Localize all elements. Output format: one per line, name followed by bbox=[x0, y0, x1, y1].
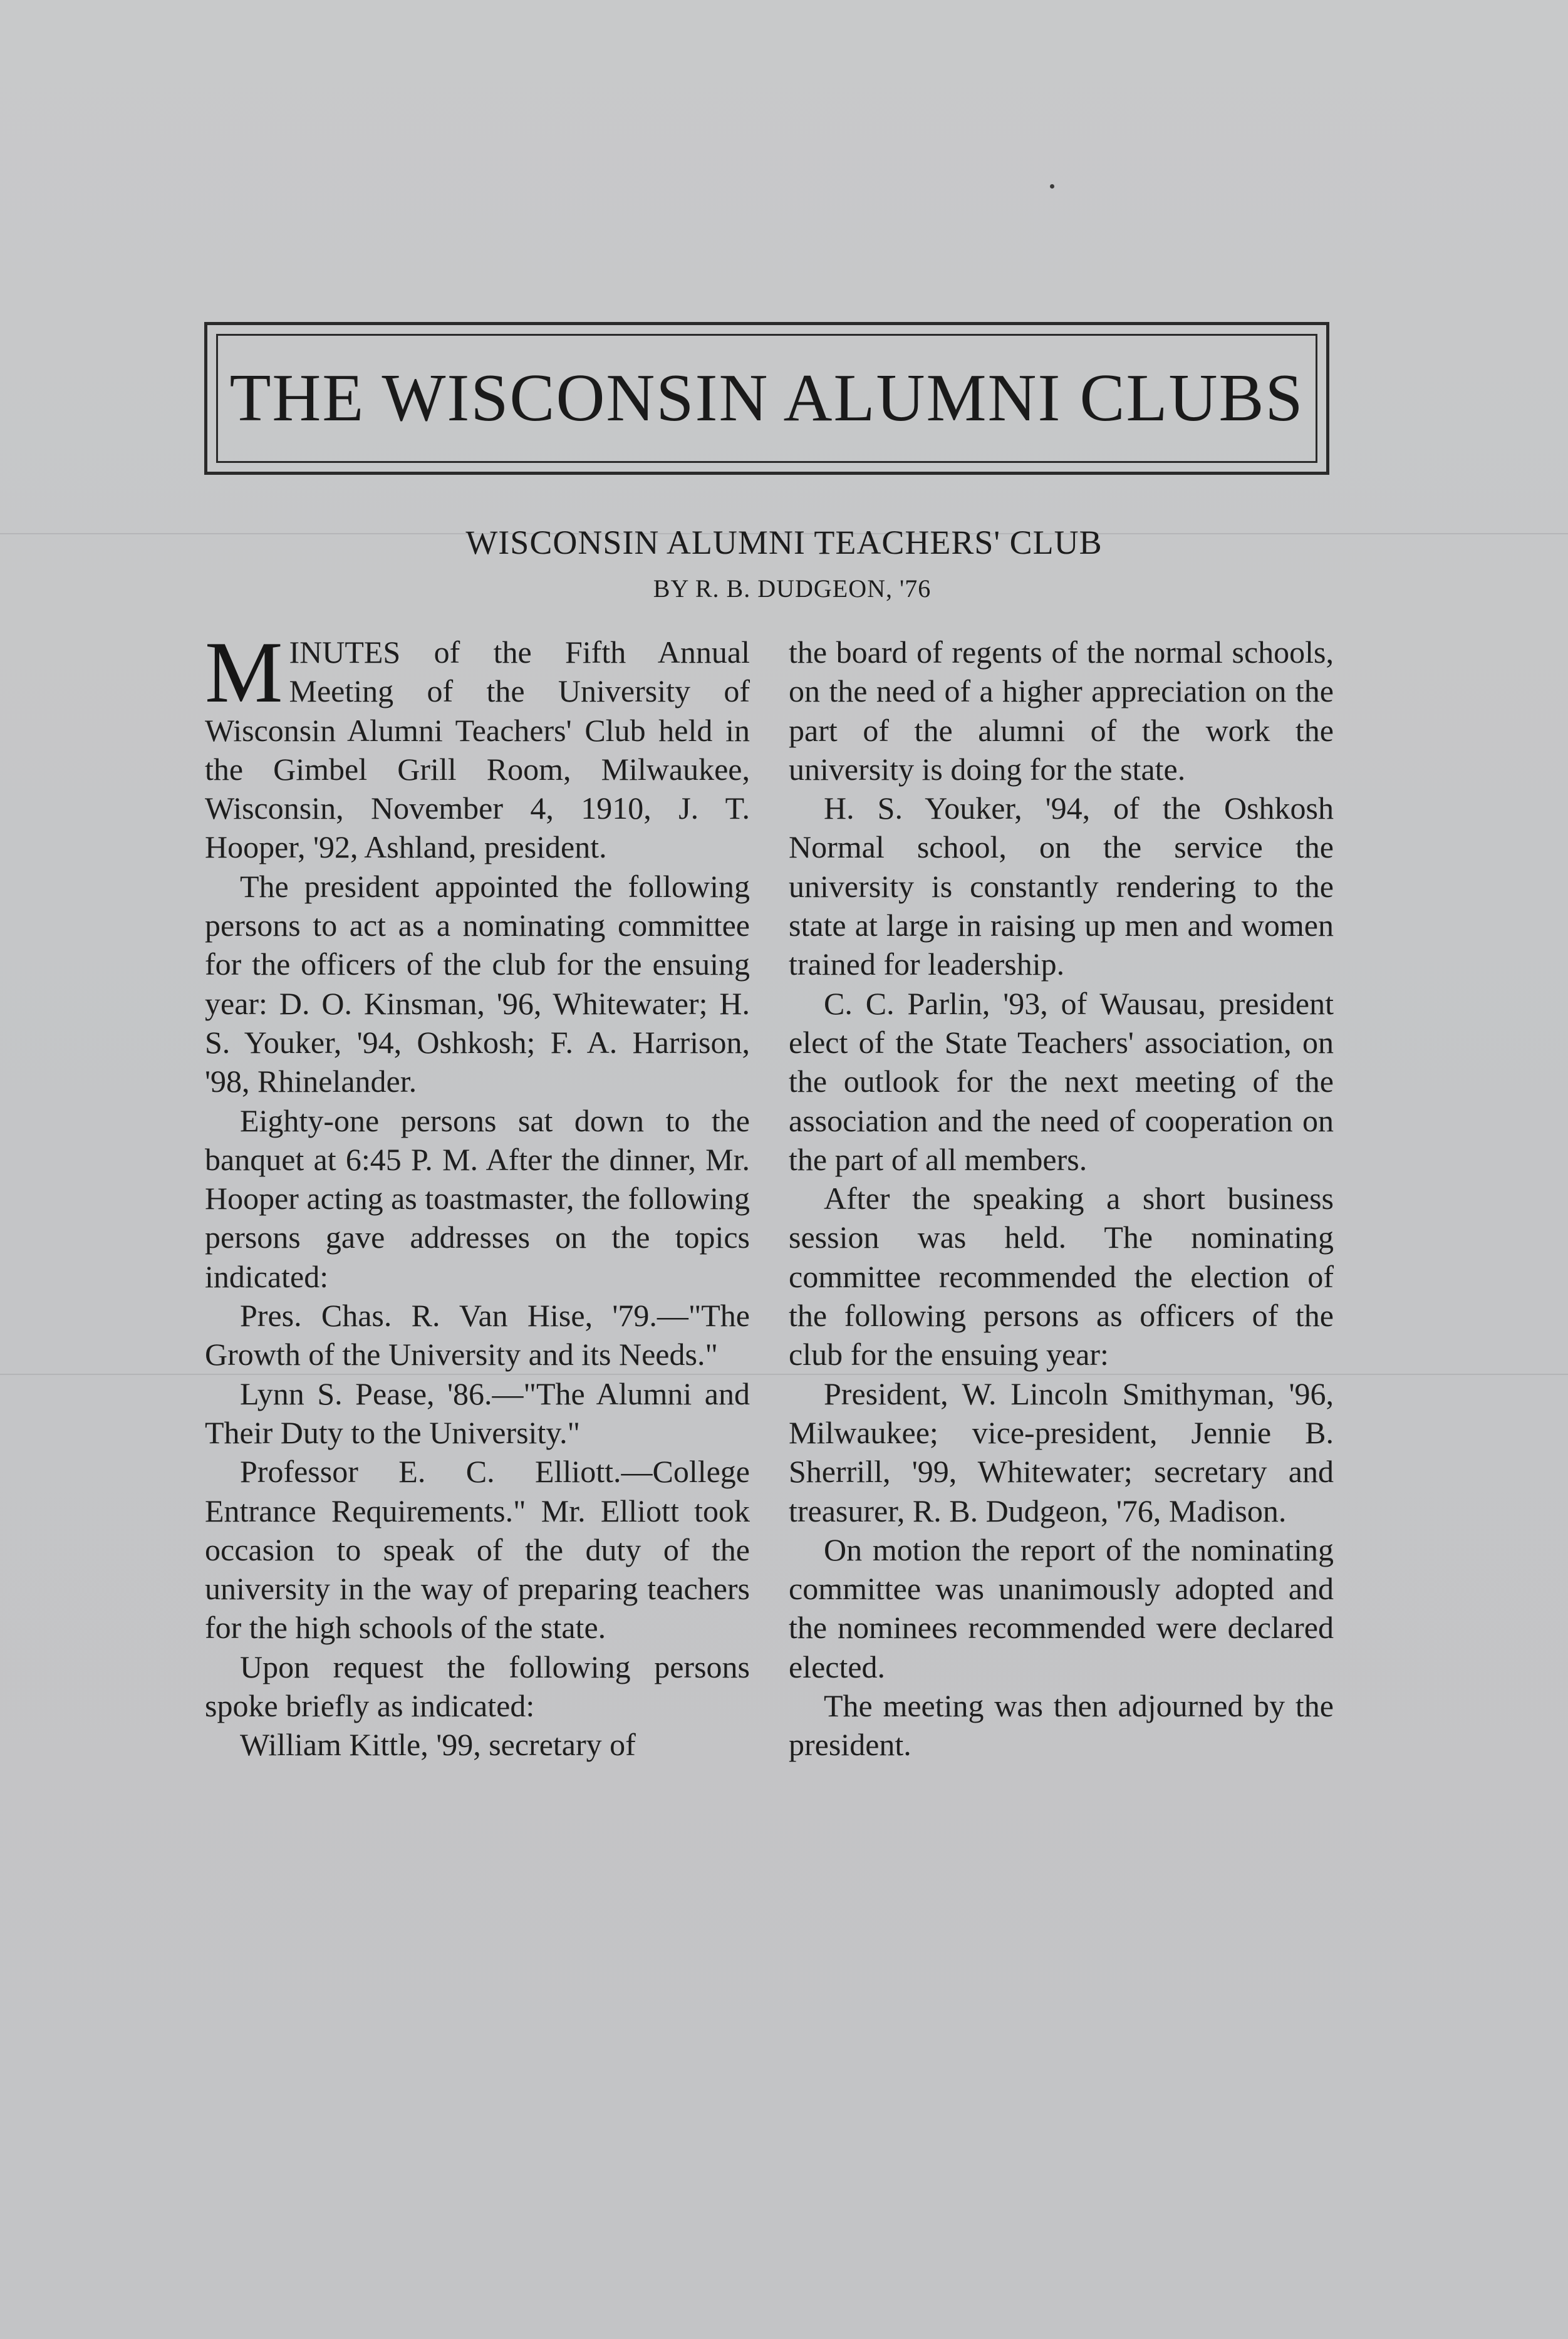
paragraph: President, W. Lincoln Smithyman, '96, Milwaukee; vice-president, Jennie B. Sherrill, '99, Whitewater; secretary and treasurer, R. B. Dudgeon, '76, Madison. bbox=[789, 1376, 1334, 1528]
article-byline: BY R. B. DUDGEON, '76 bbox=[653, 574, 932, 603]
paragraph: The president appointed the following persons to act as a nominating committee for the officers of the club for the ensuing year: D. O. Kinsman, '96, Whitewater; H. S. Youker, '94, Oshkosh; F. A. Harrison, '98, Rhinelander. bbox=[205, 868, 750, 1099]
paragraph: Lynn S. Pease, '86.—"The Alumni and Their Duty to the University." bbox=[205, 1376, 750, 1450]
paper-speck bbox=[1050, 184, 1054, 189]
right-column bbox=[789, 633, 1334, 1765]
page-title: THE WISCONSIN ALUMNI CLUBS bbox=[229, 361, 1304, 435]
paragraph: the board of regents of the normal schools, on the need of a higher appreciation on the part of the alumni of the work the university is doing for the state. bbox=[789, 635, 1334, 787]
paragraph: After the speaking a short business session was held. The nominating committee recommended the election of the following persons as officers of the club for the ensuing year: bbox=[789, 1181, 1334, 1372]
paragraph: Pres. Chas. R. Van Hise, '79.—"The Growth of the University and its Needs." bbox=[205, 1298, 750, 1372]
paragraph: Professor E. C. Elliott.—College Entrance Requirements." Mr. Elliott took occasion to speak of the duty of the university in the way of preparing teachers for the high schools of the state. bbox=[205, 1454, 750, 1646]
paragraph: C. C. Parlin, '93, of Wausau, president elect of the State Teachers' association, on the outlook for the next meeting of the association and the need of cooperation on the part of all members. bbox=[789, 985, 1334, 1177]
drop-cap: M bbox=[205, 624, 283, 721]
paragraph bbox=[205, 624, 750, 867]
paragraph: William Kittle, '99, secretary of bbox=[240, 1727, 636, 1763]
left-column bbox=[205, 624, 750, 1765]
paragraph: The meeting was then adjourned by the president. bbox=[789, 1688, 1334, 1763]
article-heading: WISCONSIN ALUMNI TEACHERS' CLUB bbox=[465, 524, 1103, 561]
paragraph: On motion the report of the nominating committee was unanimously adopted and the nominees recommended were declared elected. bbox=[789, 1532, 1334, 1684]
paragraph-text: INUTES of the Fifth Annual Meeting of the University of Wisconsin Alumni Teachers' Club held in the Gimbel Grill Room, Milwaukee, Wisconsin, November 4, 1910, J. T. Hooper, '92, Ashland, president. bbox=[205, 635, 750, 865]
title-frame-inner bbox=[216, 334, 1317, 463]
paragraph: Eighty-one persons sat down to the banquet at 6:45 P. M. After the dinner, Mr. Hooper acting as toastmaster, the following persons gave addresses on the topics indicated: bbox=[205, 1102, 750, 1294]
paragraph: H. S. Youker, '94, of the Oshkosh Normal school, on the service the university is constantly rendering to the state at large in raising up men and women trained for leadership. bbox=[789, 791, 1334, 982]
paragraph: Upon request the following persons spoke briefly as indicated: bbox=[205, 1649, 750, 1724]
title-frame bbox=[204, 322, 1329, 475]
